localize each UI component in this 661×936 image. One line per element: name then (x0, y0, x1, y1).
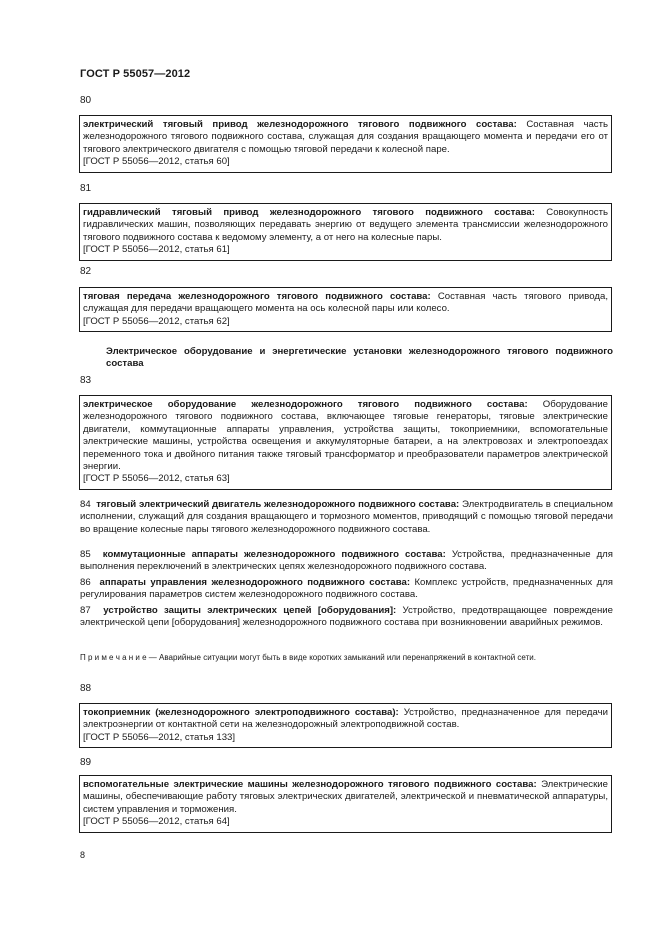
entry-number: 87 (80, 605, 91, 616)
entry-number: 84 (80, 499, 91, 510)
term-box (79, 203, 612, 261)
entry-number: 88 (80, 683, 92, 694)
note-text: — Аварийные ситуации могут быть в виде коротких замыканий или перенапряжений в контактной сети. (146, 653, 536, 662)
note (80, 652, 613, 663)
source-reference: [ГОСТ Р 55056—2012, статья 64] (83, 816, 230, 828)
term-paragraph (80, 499, 613, 536)
definition: Устройство, предназначенное для передачи электроэнергии от контактной сети на железнодорожный электроподвижной состав. (83, 707, 608, 731)
entry-number: 81 (80, 183, 92, 194)
term-box (79, 115, 612, 173)
source-reference: [ГОСТ Р 55056—2012, статья 62] (83, 315, 230, 327)
term-box (79, 703, 612, 748)
definition: Комплекс устройств, предназначенных для регулирования параметров систем железнодорожного подвижного состава. (80, 577, 613, 601)
source-reference: [ГОСТ Р 55056—2012, статья 60] (83, 156, 230, 168)
document-header: ГОСТ Р 55057—2012 (80, 68, 191, 80)
entry-number: 89 (80, 757, 92, 768)
source-reference: [ГОСТ Р 55056—2012, статья 133] (83, 731, 236, 743)
note-label: П р и м е ч а н и е (80, 653, 147, 662)
term: аппараты управления железнодорожного подвижного состава: (99, 577, 411, 588)
definition: Составная часть железнодорожного тягового подвижного состава, служащая для создания вращающего момента и передачи его от тягового электрического двигателя с помощью тяговой передачи к колесной паре. (83, 119, 609, 155)
entry-number: 80 (80, 95, 92, 106)
source-reference: [ГОСТ Р 55056—2012, статья 61] (83, 244, 230, 256)
entry-number: 82 (80, 266, 92, 277)
entry-number: 85 (80, 549, 91, 560)
term: устройство защиты электрических цепей [оборудования]: (103, 605, 397, 616)
entry-number: 86 (80, 577, 91, 588)
section-heading: Электрическое оборудование и энергетические установки железнодорожного тягового подвижного состава (106, 346, 613, 370)
term: вспомогательные электрические машины железнодорожного тягового подвижного состава: (83, 779, 537, 790)
definition: Устройство, предотвращающее повреждение электрической цепи [оборудования] железнодорожного подвижного состава при возникновении аварийных режимов. (80, 605, 613, 629)
term-paragraph (80, 577, 613, 602)
entry-number: 83 (80, 375, 92, 386)
term-paragraph (80, 549, 613, 574)
page-number: 8 (80, 850, 86, 860)
definition: Устройства, предназначенные для выполнения переключений в электрических цепях железнодорожного подвижного состава. (80, 549, 613, 573)
definition: Электрические машины, обеспечивающие работу тяговых электрических двигателей, электрической и пневматической аппаратуры, систем управления и торможения. (83, 779, 608, 815)
source-reference: [ГОСТ Р 55056—2012, статья 63] (83, 473, 230, 485)
term: тяговая передача железнодорожного тягового подвижного состава: (83, 291, 431, 302)
definition: Составная часть тягового привода, служащая для передачи вращающего момента на ось колесной пары или колесо. (83, 291, 609, 315)
term-box (79, 287, 612, 332)
term-box (79, 395, 612, 490)
term: коммутационные аппараты железнодорожного подвижного состава: (102, 549, 446, 560)
term: гидравлический тяговый привод железнодорожного тягового подвижного состава: (83, 207, 535, 218)
term: электрическое оборудование железнодорожного тягового подвижного состава: (83, 399, 528, 410)
definition: Электродвигатель в специальном исполнении, служащий для создания вращающего и тормозного моментов, приводящий с помощью тяговой передачи во вращение колесные пары тягового железнодорожного подвижного состава. (80, 499, 613, 535)
term-paragraph (80, 605, 613, 630)
term: тяговый электрический двигатель железнодорожного подвижного состава: (96, 499, 460, 510)
term: электрический тяговый привод железнодорожного тягового подвижного состава: (83, 119, 517, 130)
definition: Оборудование железнодорожного тягового подвижного состава, включающее тяговые генераторы, тяговые электрические двигатели, коммутационные аппараты управления, устройства защиты, токоприемники, вспомогательные электрические машины, устройства освещения и аккумуляторные батареи, а на электровозах и электропоездах переменного тока и двойного питания также тяговый трансформатор и преобразователи параметров электрической энергии. (83, 399, 608, 473)
definition: Совокупность гидравлических машин, позволяющих передавать энергию от ведущего элемента трансмиссии железнодорожного тягового подвижного состава к ведомому элементу, а от него на колесные пары. (83, 207, 608, 243)
term: токоприемник (железнодорожного электроподвижного состава): (83, 707, 399, 718)
term-box (79, 775, 612, 833)
